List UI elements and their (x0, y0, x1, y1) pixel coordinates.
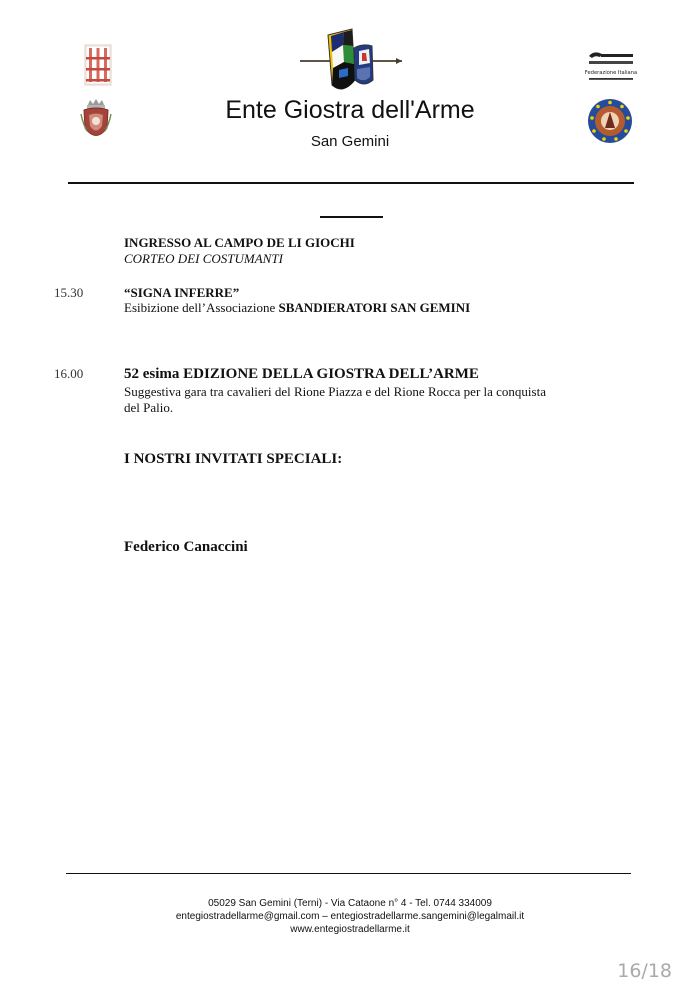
event-description-line-2: del Palio. (124, 400, 174, 415)
header-divider (68, 182, 634, 184)
footer-divider (66, 873, 631, 874)
event-title-joust-edition: 52 esima EDIZIONE DELLA GIOSTRA DELL’ARME (124, 366, 479, 382)
event-subtitle-procession: CORTEO DEI COSTUMANTI (124, 251, 283, 266)
municipal-banner-logo (84, 44, 112, 86)
event-description-prefix: Esibizione dell’Associazione (124, 300, 279, 315)
event-description-line-1: Suggestiva gara tra cavalieri del Rione Piazza e del Rione Rocca per la conquista (124, 384, 546, 399)
footer-website: www.entegiostradellarme.it (290, 924, 410, 935)
footer-address: 05029 San Gemini (Terni) - Via Cataone n° 4 - Tel. 0744 334009 (208, 898, 492, 909)
footer-emails: entegiostradellarme@gmail.com – entegiostradellarme.sangemini@legalmail.it (175, 911, 525, 922)
organization-subtitle: San Gemini (310, 133, 390, 150)
svg-text:Federazione Italiana: Federazione Italiana (585, 70, 637, 76)
page-counter: 16/18 (617, 960, 672, 982)
organization-title: Ente Giostra dell'Arme (225, 96, 475, 124)
giostra-coat-of-arms-logo (296, 28, 406, 96)
event-time-1600: 16.00 (54, 366, 84, 381)
event-title-entrance: INGRESSO AL CAMPO DE LI GIOCHI (124, 235, 355, 250)
event-description-flag-throwers (124, 300, 470, 316)
association-name: SBANDIERATORI SAN GEMINI (278, 300, 471, 315)
federation-logo (585, 50, 637, 84)
special-guests-heading: I NOSTRI INVITATI SPECIALI: (124, 451, 343, 467)
section-divider (320, 216, 383, 218)
guest-name: Federico Canaccini (124, 539, 248, 555)
event-title-signa-inferre: “SIGNA INFERRE” (124, 285, 240, 300)
event-time-1530: 15.30 (54, 285, 84, 300)
